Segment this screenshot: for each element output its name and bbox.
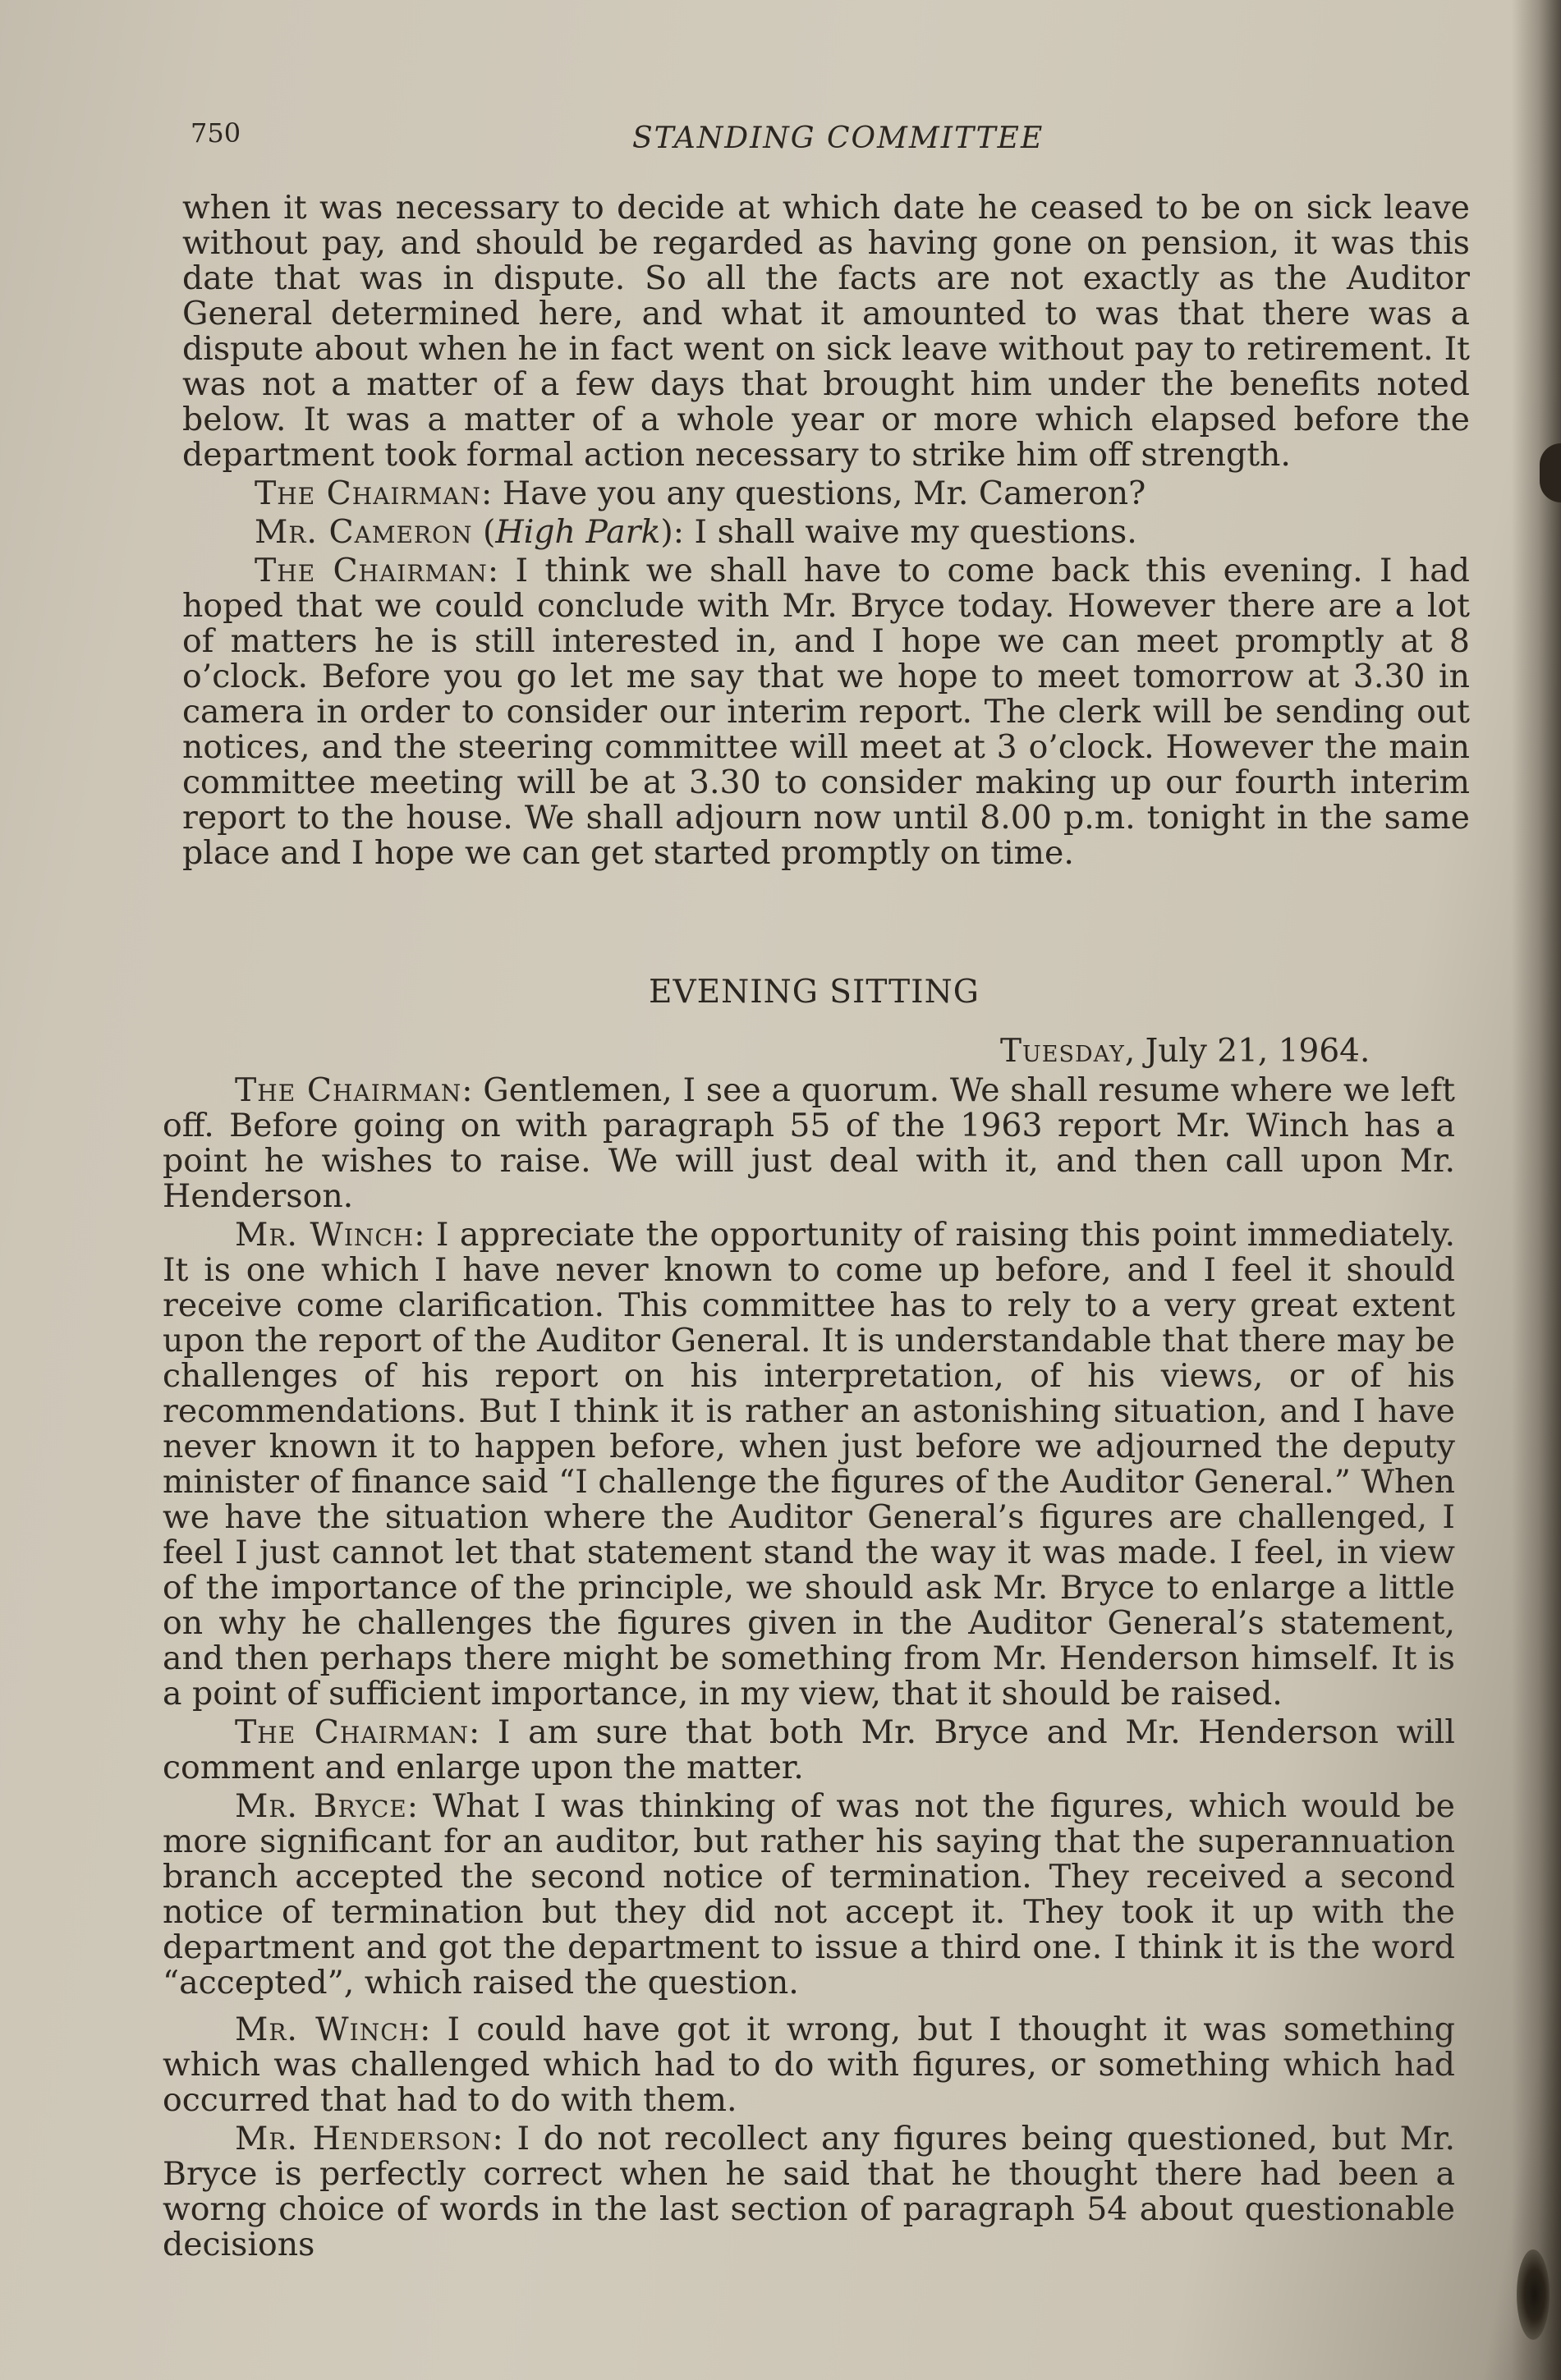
speech-text: : Gentlemen, I see a quorum. We shall resume where we left off. Before going on with paragraph 55 of the 1963 report Mr. Winch has a point he wishes to raise. We will just deal with it, and then call upon Mr. Henderson. <box>163 1071 1455 1215</box>
sitting-date-rest: , July 21, 1964. <box>1124 1033 1370 1070</box>
speech-text: : Have you any questions, Mr. Cameron? <box>480 475 1146 512</box>
speech-text: : I could have got it wrong, but I thought it was something which was challenged which had to do with figures, or something which had occurred that had to do with them. <box>163 2011 1455 2119</box>
speech-text: : I am sure that both Mr. Bryce and Mr. Henderson will comment and enlarge upon the matter. <box>163 1713 1455 1786</box>
speech-text: : I shall waive my questions. <box>673 513 1137 551</box>
speech-text: : I do not recollect any figures being questioned, but Mr. Bryce is perfectly correct when he said that he thought there had been a worng choice of words in the last section of paragraph 54 about questionable decisions <box>163 2120 1456 2263</box>
speaker-name: The Chairman <box>255 475 481 512</box>
speech-text: : I appreciate the opportunity of raising this point immediately. It is one which I have never known to come up before, and I feel it should receive come clarification. This committee has to rely to a very great extent upon the report of the Auditor General. It is understandable that there may be challenges of his report on his interpretation, of his views, or of his recommendations. But I think it is rather an astonishing situation, and I have never known it to happen before, when just before we adjourned the deputy minister of finance said “I challenge the figures of the Auditor General.” When we have the situation where the Auditor General’s figures are challenged, I feel I just cannot let that statement stand the way it was made. I feel, in view of the importance of the principle, we should ask Mr. Bryce to enlarge a little on why he challenges the figures given in the Auditor General’s statement, and then perhaps there might be something from Mr. Henderson himself. It is a point of sufficient importance, in my view, that it should be raised. <box>163 1216 1455 1713</box>
continuation-block <box>182 190 1470 871</box>
speech-text: : I think we shall have to come back this evening. I had hoped that we could conclude with Mr. Bryce today. However there are a lot of matters he is still interested in, and I hope we can meet promptly at 8 o’clock. Before you go let me say that we hope to meet tomorrow at 3.30 in camera in order to consider our interim report. The clerk will be sending out notices, and the steering committee will meet at 3 o’clock. However the main committee meeting will be at 3.30 to consider making up our fourth interim report to the house. We shall adjourn now until 8.00 p.m. tonight in the same place and I hope we can get started promptly on time. <box>182 552 1470 872</box>
bryce-statement <box>163 1789 1455 2001</box>
sitting-day: Tuesday <box>1000 1033 1125 1070</box>
binder-hole-lower <box>1517 2249 1550 2340</box>
chairman-opening <box>163 1073 1455 1214</box>
speaker-name: The Chairman <box>235 1071 462 1109</box>
speaker-name: Mr. Bryce <box>235 1787 407 1825</box>
chairman-response <box>163 1715 1455 1786</box>
speaker-name: The Chairman <box>235 1713 470 1751</box>
speaker-name: Mr. Winch <box>235 1216 415 1254</box>
winch-reply <box>163 2012 1455 2118</box>
speaker-name: Mr. Henderson <box>235 2120 493 2158</box>
chairman-question <box>182 476 1470 511</box>
speaker-name: The Chairman <box>255 552 488 589</box>
sitting-date <box>1000 1033 1370 1070</box>
section-title: EVENING SITTING <box>649 974 980 1011</box>
page-edge-shadow <box>1512 0 1561 2380</box>
speaker-name: Mr. Winch <box>235 2011 420 2048</box>
speaker-name: Mr. Cameron <box>255 513 473 551</box>
evening-sitting-block <box>163 1073 1455 2263</box>
cameron-reply: Mr. Cameron (High Park): I shall waive my questions. <box>255 513 1137 551</box>
running-head: STANDING COMMITTEE <box>632 122 1044 155</box>
continuation-paragraph: when it was necessary to decide at which date he ceased to be on sick leave without pay, and should be regarded as having gone on pension, it was this date that was in dispute. So all the facts are not exactly as the Auditor General determined here, and what it amounted to was that there was a dispute about when he in fact went on sick leave without pay to retirement. It was not a matter of a few days that brought him under the benefits noted below. It was a matter of a whole year or more which elapsed before the department took formal action necessary to strike him off strength. <box>182 189 1470 474</box>
chairman-adjourn <box>182 553 1470 871</box>
speaker-riding: High Park <box>495 513 661 551</box>
page-number: 750 <box>191 117 241 149</box>
speech-text: : What I was thinking of was not the figures, which would be more significant for an auditor, but rather his saying that the superannuation branch accepted the second notice of termination. They received a second notice of termination but they did not accept it. They took it up with the department and got the department to issue a third one. I think it is the word “accepted”, which raised the question. <box>163 1787 1455 2002</box>
winch-statement <box>163 1218 1455 1712</box>
henderson-statement <box>163 2121 1455 2263</box>
